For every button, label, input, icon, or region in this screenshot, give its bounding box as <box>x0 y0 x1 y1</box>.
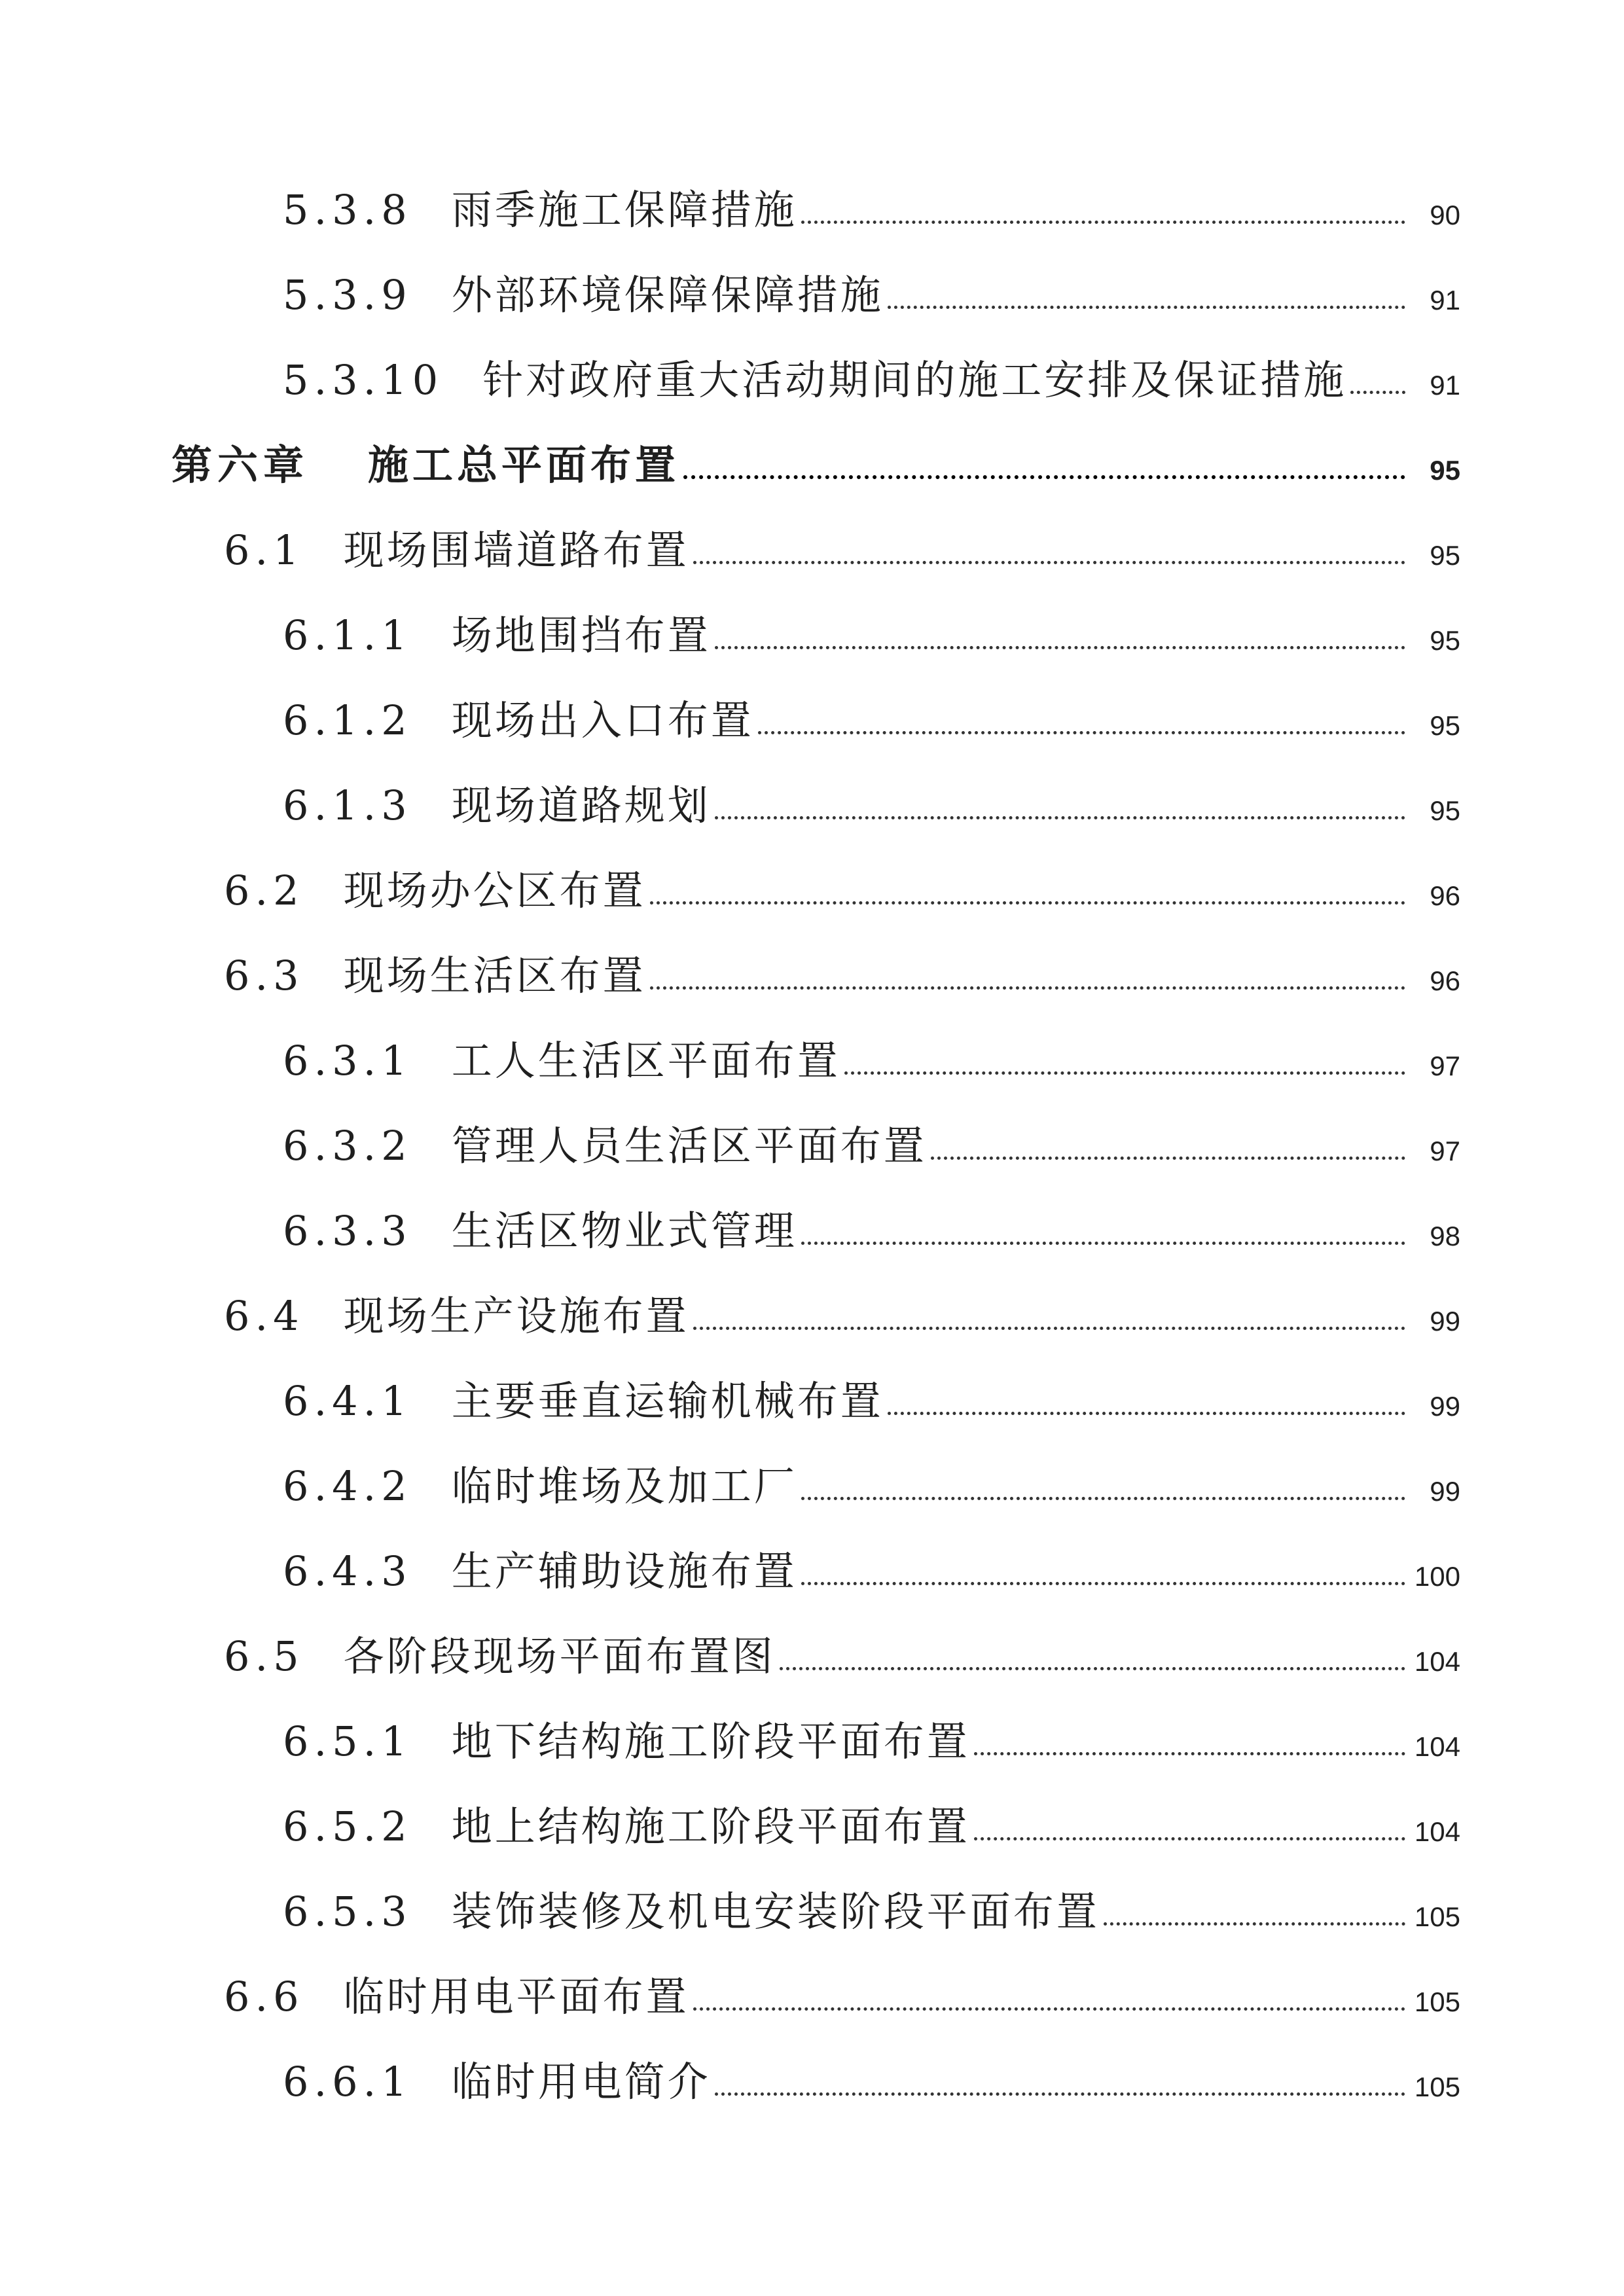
toc-entry-number: 6.5.1 <box>283 1717 412 1765</box>
dot-leader <box>650 901 1405 905</box>
toc-entry-number: 6.3.3 <box>283 1207 412 1255</box>
dot-leader <box>780 1667 1405 1670</box>
toc-entry-title: 地下结构施工阶段平面布置 <box>451 1717 970 1765</box>
toc-entry-page: 105 <box>1414 1901 1460 1932</box>
toc-entry[interactable] <box>283 754 1460 829</box>
toc-entry[interactable] <box>283 1094 1460 1170</box>
toc-entry-number: 6.1.3 <box>283 781 412 829</box>
toc-entry-page: 105 <box>1414 1986 1460 2017</box>
toc-entry[interactable] <box>224 1605 1460 1680</box>
toc-entry-number: 6.4.2 <box>283 1462 412 1510</box>
toc-entry-title: 装饰装修及机电安装阶段平面布置 <box>451 1888 1100 1935</box>
toc-entry[interactable] <box>283 1860 1460 1935</box>
toc-entry-title: 临时用电简介 <box>451 2058 711 2106</box>
toc-entry-page: 97 <box>1430 1136 1460 1166</box>
toc-entry-page: 95 <box>1430 795 1460 826</box>
dot-leader <box>683 475 1405 479</box>
toc-entry-page: 104 <box>1414 1816 1460 1847</box>
dot-leader <box>888 306 1405 309</box>
dot-leader <box>801 1242 1405 1245</box>
toc-entry-number: 5.3.10 <box>283 356 444 404</box>
toc-entry[interactable] <box>224 1945 1460 2020</box>
toc-entry-page: 95 <box>1430 540 1460 571</box>
dot-leader <box>758 731 1405 734</box>
toc-entry-page: 97 <box>1430 1050 1460 1081</box>
dot-leader <box>844 1071 1405 1075</box>
dot-leader <box>1104 1922 1405 1926</box>
toc-entry-page: 98 <box>1430 1221 1460 1251</box>
toc-entry-title: 现场生活区布置 <box>343 952 646 999</box>
toc-entry-number: 6.1.2 <box>283 696 412 744</box>
toc-entry-title: 各阶段现场平面布置图 <box>343 1632 776 1680</box>
dot-leader <box>1350 391 1405 394</box>
toc-entry-number: 5.3.9 <box>283 271 412 319</box>
toc-entry[interactable] <box>224 1265 1460 1340</box>
toc-entry-number: 6.5 <box>224 1632 304 1680</box>
toc-entry-number: 6.5.2 <box>283 1803 412 1850</box>
toc-entry-page: 95 <box>1430 625 1460 656</box>
toc-entry[interactable] <box>224 924 1460 999</box>
toc-entry-title: 工人生活区平面布置 <box>451 1037 840 1085</box>
toc-entry-page: 104 <box>1414 1646 1460 1677</box>
toc-entry[interactable] <box>283 669 1460 744</box>
toc-entry-number: 第六章 <box>171 441 310 489</box>
dot-leader <box>693 1327 1405 1330</box>
toc-entry-title: 针对政府重大活动期间的施工安排及保证措施 <box>482 356 1347 404</box>
toc-entry-title: 现场生产设施布置 <box>343 1292 689 1340</box>
toc-entry[interactable] <box>283 1179 1460 1255</box>
dot-leader <box>693 2007 1405 2011</box>
toc-entry[interactable] <box>283 1009 1460 1085</box>
dot-leader <box>801 221 1405 224</box>
toc-entry[interactable] <box>224 839 1460 914</box>
toc-entry-title: 现场办公区布置 <box>343 867 646 914</box>
dot-leader <box>693 561 1405 564</box>
toc-entry[interactable] <box>283 1435 1460 1510</box>
toc-entry-title: 施工总平面布置 <box>368 441 680 489</box>
toc-entry-number: 6.3.2 <box>283 1122 412 1170</box>
toc-entry[interactable] <box>283 1775 1460 1850</box>
toc-entry-number: 6.4.3 <box>283 1547 412 1595</box>
toc-entry-title: 生产辅助设施布置 <box>451 1547 797 1595</box>
toc-entry[interactable] <box>283 158 1460 234</box>
toc-entry-title: 现场道路规划 <box>451 781 711 829</box>
dot-leader <box>888 1412 1405 1415</box>
toc-entry-title: 临时堆场及加工厂 <box>451 1462 797 1510</box>
toc-entry[interactable] <box>283 1520 1460 1595</box>
toc-entry[interactable] <box>224 499 1460 574</box>
toc-entry-number: 6.1 <box>224 526 304 574</box>
dot-leader <box>974 1837 1405 1840</box>
toc-entry[interactable] <box>283 2030 1460 2106</box>
dot-leader <box>715 646 1405 649</box>
toc-entry-title: 管理人员生活区平面布置 <box>451 1122 927 1170</box>
dot-leader <box>715 2092 1405 2096</box>
dot-leader <box>650 986 1405 990</box>
dot-leader <box>801 1497 1405 1500</box>
toc-entry-number: 6.6 <box>224 1973 304 2020</box>
toc-entry-page: 95 <box>1430 455 1460 486</box>
toc-entry[interactable] <box>283 243 1460 319</box>
toc-entry-number: 6.3 <box>224 952 304 999</box>
toc-entry-title: 临时用电平面布置 <box>343 1973 689 2020</box>
dot-leader <box>974 1752 1405 1755</box>
toc-entry-title: 雨季施工保障措施 <box>451 186 797 234</box>
toc-entry[interactable] <box>283 1350 1460 1425</box>
dot-leader <box>801 1582 1405 1585</box>
toc-entry-page: 95 <box>1430 710 1460 741</box>
toc-entry[interactable] <box>283 329 1460 404</box>
toc-entry-number: 6.2 <box>224 867 304 914</box>
toc-entry-number: 6.3.1 <box>283 1037 412 1085</box>
toc-entry-title: 现场围墙道路布置 <box>343 526 689 574</box>
toc-entry-page: 91 <box>1430 285 1460 315</box>
toc-entry-title: 主要垂直运输机械布置 <box>451 1377 884 1425</box>
toc-entry-page: 90 <box>1430 200 1460 230</box>
toc-entry-page: 96 <box>1430 965 1460 996</box>
toc-entry-title: 生活区物业式管理 <box>451 1207 797 1255</box>
toc-entry-page: 99 <box>1430 1476 1460 1507</box>
toc-entry-page: 99 <box>1430 1306 1460 1336</box>
toc-entry-number: 6.1.1 <box>283 611 412 659</box>
toc-entry-page: 91 <box>1430 370 1460 401</box>
toc-entry-number: 6.6.1 <box>283 2058 412 2106</box>
toc-entry-number: 6.4.1 <box>283 1377 412 1425</box>
toc-entry-page: 96 <box>1430 880 1460 911</box>
toc-entry-page: 100 <box>1414 1561 1460 1592</box>
toc-entry-title: 现场出入口布置 <box>451 696 754 744</box>
toc-entry-chapter[interactable] <box>171 414 1460 489</box>
toc-entry-page: 99 <box>1430 1391 1460 1422</box>
toc-entry[interactable] <box>283 1690 1460 1765</box>
toc-entry-number: 6.5.3 <box>283 1888 412 1935</box>
toc-entry-number: 6.4 <box>224 1292 304 1340</box>
toc-entry-page: 104 <box>1414 1731 1460 1762</box>
toc-entry-page: 105 <box>1414 2072 1460 2102</box>
dot-leader <box>931 1157 1405 1160</box>
dot-leader <box>715 816 1405 819</box>
toc-entry-title: 场地围挡布置 <box>451 611 711 659</box>
toc-entry[interactable] <box>283 584 1460 659</box>
toc-entry-title: 外部环境保障保障措施 <box>451 271 884 319</box>
toc-entry-number: 5.3.8 <box>283 186 412 234</box>
toc-entry-title: 地上结构施工阶段平面布置 <box>451 1803 970 1850</box>
